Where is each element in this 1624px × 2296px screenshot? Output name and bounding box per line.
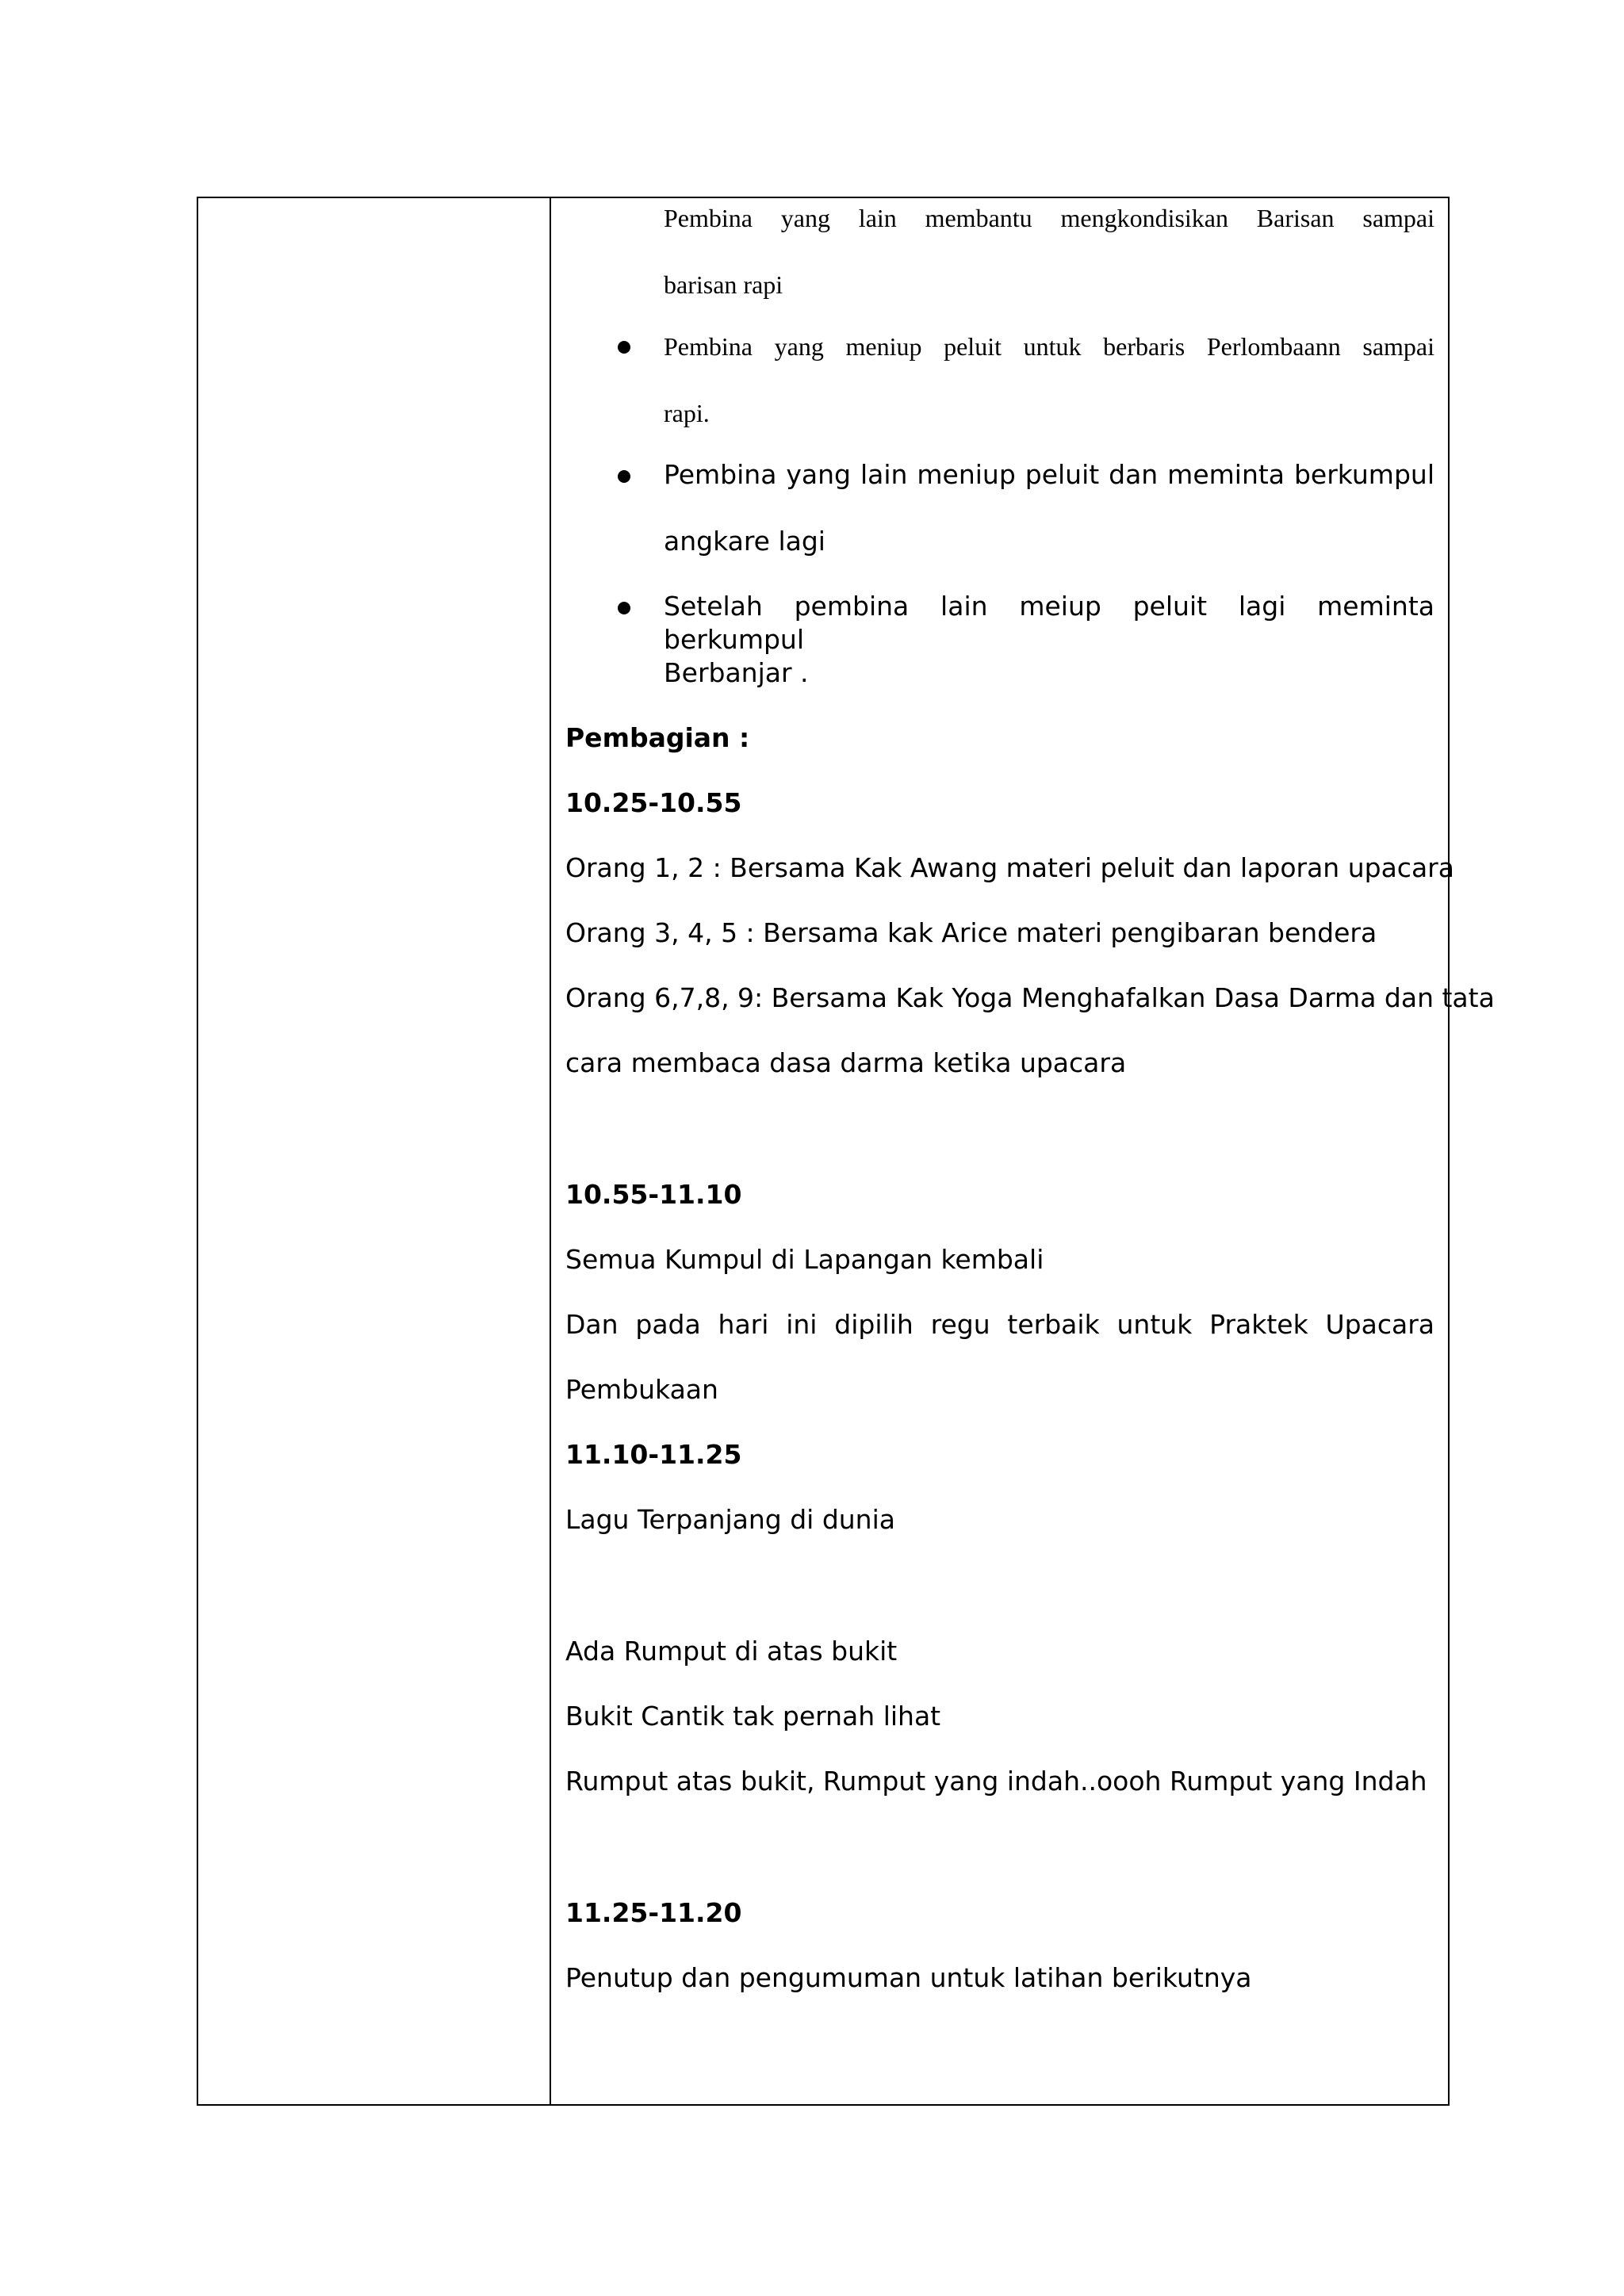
bullet-text: barisan rapi: [664, 270, 783, 299]
session-text: Pembukaan: [565, 1374, 718, 1405]
column-divider: [550, 198, 551, 2104]
pembagian-heading: Pembagian :: [565, 722, 750, 753]
song-lyric: Rumput atas bukit, Rumput yang indah..oooh Rumput yang Indah: [565, 1766, 1427, 1797]
session-time: 11.10-11.25: [565, 1439, 742, 1470]
session-text: cara membaca dasa darma ketika upacara: [565, 1047, 1127, 1078]
bullet-dot-icon: [618, 602, 630, 614]
session-text: Semua Kumpul di Lapangan kembali: [565, 1244, 1044, 1275]
bullet-text: rapi.: [664, 399, 710, 427]
bullet-text: Pembina yang lain meniup peluit dan meminta berkumpul: [664, 459, 1434, 490]
schedule-table: [197, 197, 1495, 2106]
bullet-text: Pembina yang meniup peluit untuk berbaris Perlombaann sampai: [664, 332, 1434, 361]
bullet-dot-icon: [618, 470, 630, 483]
bullet-text: Pembina yang lain membantu mengkondisikan Barisan sampai: [664, 204, 1434, 232]
session-text: Orang 1, 2 : Bersama Kak Awang materi peluit dan laporan upacara: [565, 852, 1454, 883]
song-lyric: Bukit Cantik tak pernah lihat: [565, 1701, 941, 1732]
activity-cell: [565, 198, 1495, 2104]
bullet-text: angkare lagi: [664, 526, 825, 557]
bullet-dot-icon: [618, 341, 630, 354]
session-text: Dan pada hari ini dipilih regu terbaik untuk Praktek Upacara: [565, 1309, 1434, 1340]
bullet-text: Berbanjar .: [664, 657, 809, 688]
session-text: Penutup dan pengumuman untuk latihan berikutnya: [565, 1962, 1252, 1993]
session-time: 10.25-10.55: [565, 787, 742, 818]
song-title: Lagu Terpanjang di dunia: [565, 1504, 895, 1535]
bullet-text: Setelah pembina lain meiup peluit lagi meminta berkumpul: [664, 591, 1434, 655]
session-time: 11.25-11.20: [565, 1897, 742, 1928]
session-text: Orang 6,7,8, 9: Bersama Kak Yoga Menghafalkan Dasa Darma dan tata: [565, 982, 1495, 1013]
session-text: Orang 3, 4, 5 : Bersama kak Arice materi pengibaran bendera: [565, 917, 1377, 948]
session-time: 10.55-11.10: [565, 1179, 742, 1210]
song-lyric: Ada Rumput di atas bukit: [565, 1636, 898, 1667]
